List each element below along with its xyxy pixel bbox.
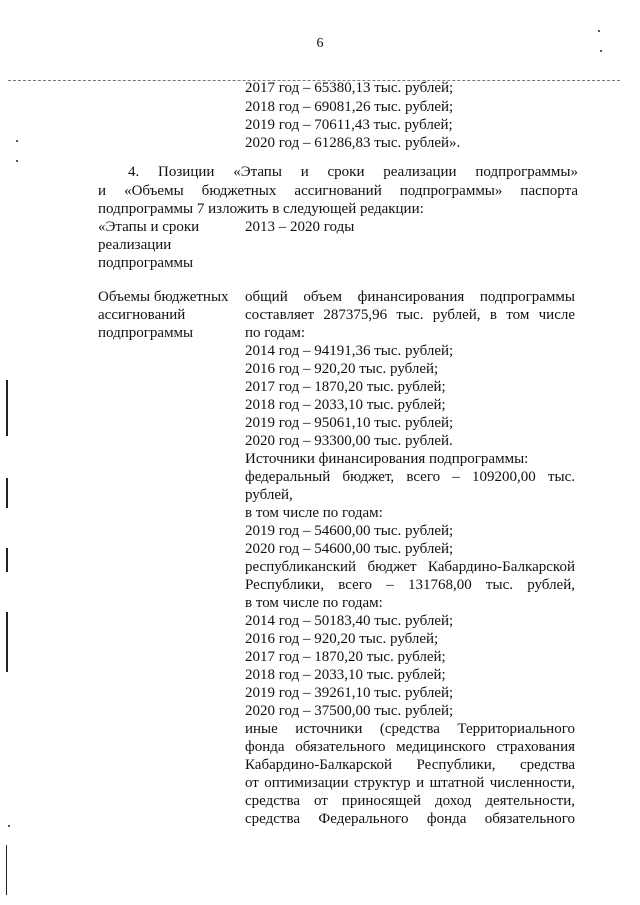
volumes-line: 2017 год – 1870,20 тыс. рублей; [245,379,446,395]
scan-speck [8,825,10,827]
volumes-line: 2019 год – 54600,00 тыс. рублей; [245,523,454,539]
scan-margin-mark [6,548,8,572]
scan-speck [600,50,602,52]
volumes-line: средства Федерального фонда обязательного [245,811,575,827]
intro-line: подпрограммы 7 изложить в следующей редакции: [98,201,424,217]
volumes-label: Объемы бюджетных [98,289,229,305]
volumes-line: составляет 287375,96 тыс. рублей, в том числе [245,307,575,323]
volumes-line: 2018 год – 2033,10 тыс. рублей; [245,397,446,413]
volumes-line: от оптимизации структур и штатной численности, [245,775,575,791]
volumes-line: 2020 год – 54600,00 тыс. рублей; [245,541,454,557]
volumes-line: 2017 год – 1870,20 тыс. рублей; [245,649,446,665]
volumes-line: 2018 год – 2033,10 тыс. рублей; [245,667,446,683]
volumes-label: подпрограммы [98,325,194,341]
volumes-line: по годам: [245,325,306,341]
volumes-line: иные источники (средства Территориального [245,721,575,737]
volumes-line: в том числе по годам: [245,595,383,611]
scan-speck [598,30,600,32]
volumes-line: рублей, [245,487,293,503]
stages-value: 2013 – 2020 годы [245,219,355,235]
volumes-line: Республики, всего – 131768,00 тыс. рублей, [245,577,575,593]
scan-margin-mark [6,845,7,895]
prev-year-line: 2017 год – 65380,13 тыс. рублей; [245,80,454,96]
volumes-line: 2020 год – 37500,00 тыс. рублей; [245,703,454,719]
volumes-line: в том чиcле по годам: [245,505,383,521]
scan-speck [16,140,18,142]
volumes-label: ассигнований [98,307,186,323]
volumes-line: фонда обязательного медицинского страхования [245,739,575,755]
scan-margin-mark [6,612,8,672]
intro-line: и «Объемы бюджетных ассигнований подпрограммы» паспорта [98,183,578,199]
intro-line: 4. Позиции «Этапы и сроки реализации подпрограммы» [128,164,578,180]
volumes-line: 2019 год – 39261,10 тыс. рублей; [245,685,454,701]
volumes-line: 2016 год – 920,20 тыс. рублей; [245,361,439,377]
volumes-line: 2016 год – 920,20 тыс. рублей; [245,631,439,647]
volumes-line: федеральный бюджет, всего – 109200,00 тыс. [245,469,575,485]
prev-year-line: 2020 год – 61286,83 тыс. рублей». [245,135,461,151]
volumes-line: Кабардино-Балкарской Республики, средства [245,757,575,773]
volumes-line: средства от приносящей доход деятельности, [245,793,575,809]
scan-speck [16,160,18,162]
prev-year-line: 2018 год – 69081,26 тыс. рублей; [245,99,454,115]
volumes-line: 2019 год – 95061,10 тыс. рублей; [245,415,454,431]
volumes-line: 2020 год – 93300,00 тыс. рублей. [245,433,453,449]
stages-label: реализации [98,237,172,253]
stages-label: подпрограммы [98,255,194,271]
page-number: 6 [316,36,324,51]
volumes-line: 2014 год – 94191,36 тыс. рублей; [245,343,454,359]
scan-margin-mark [6,478,8,508]
volumes-line: Источники финансирования подпрограммы: [245,451,529,467]
stages-label: «Этапы и сроки [98,219,200,235]
volumes-line: республиканский бюджет Кабардино-Балкарской [245,559,575,575]
scan-margin-mark [6,380,8,436]
volumes-line: 2014 год – 50183,40 тыс. рублей; [245,613,454,629]
prev-year-line: 2019 год – 70611,43 тыс. рублей; [245,117,453,133]
volumes-line: общий объем финансирования подпрограммы [245,289,575,305]
